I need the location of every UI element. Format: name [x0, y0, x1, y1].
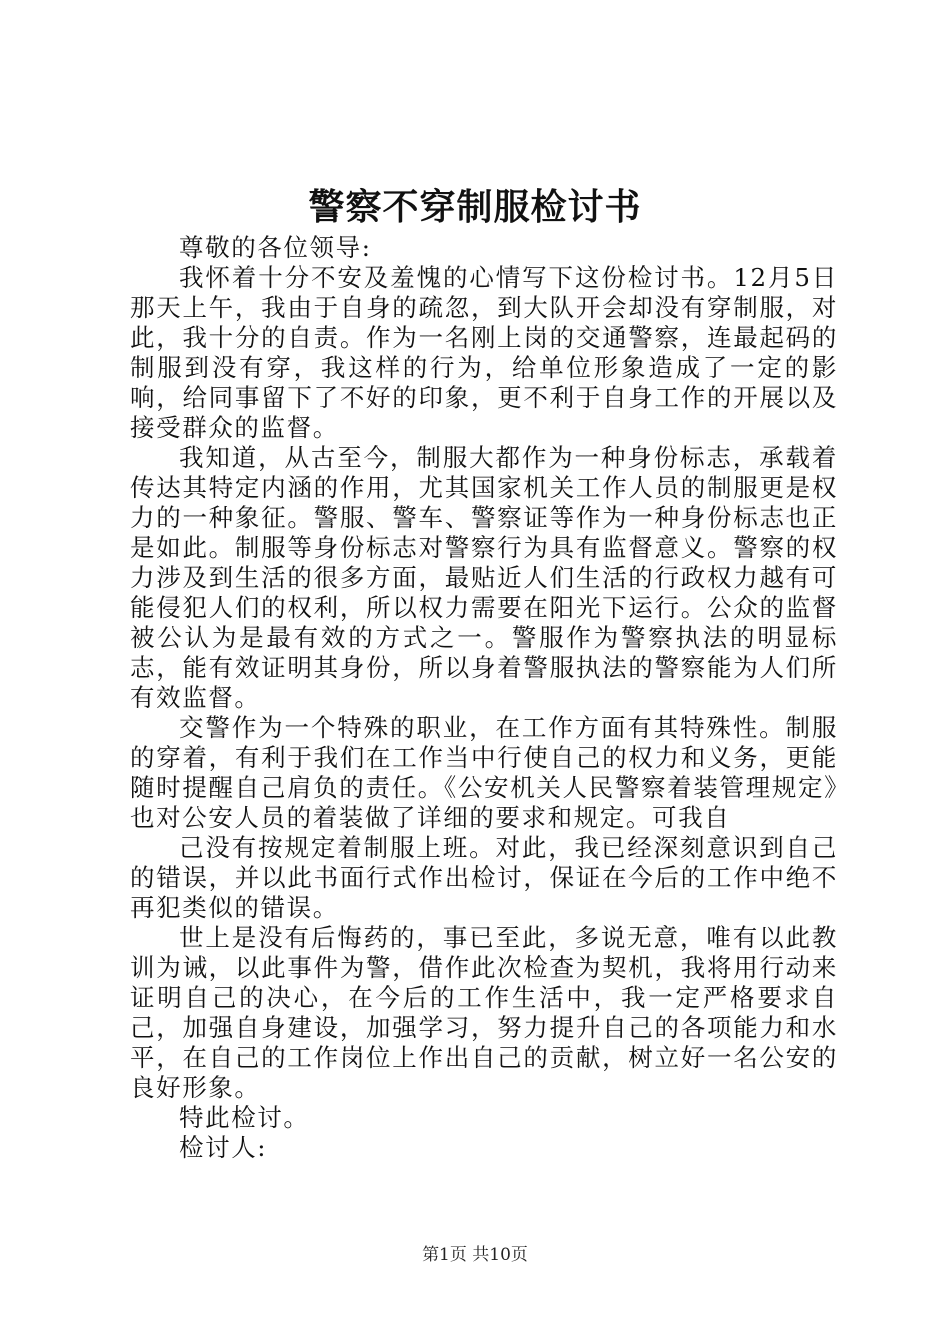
signature-label: 检讨人:	[179, 1133, 268, 1162]
body-paragraph-1: 我怀着十分不安及羞愧的心情写下这份检讨书。12月5日那天上午，我由于自身的疏忽，到大队开会却没有穿制服，对此，我十分的自责。作为一名刚上岗的交通警察，连最起码的制服到没有穿，我这样的行为，给单位形象造成了一定的影响，给同事留下了不好的印象，更不利于自身工作的开展以及接受群众的监督。	[130, 263, 838, 442]
salutation: 尊敬的各位领导:	[179, 233, 372, 262]
document-body	[130, 233, 838, 1163]
body-paragraph-4: 己没有按规定着制服上班。对此，我已经深刻意识到自己的错误，并以此书面行式作出检讨，保证在今后的工作中绝不再犯类似的错误。	[130, 833, 838, 922]
body-paragraph-3: 交警作为一个特殊的职业，在工作方面有其特殊性。制服的穿着，有利于我们在工作当中行使自己的权力和义务，更能随时提醒自己肩负的责任。《公安机关人民警察着装管理规定》也对公安人员的着装做了详细的要求和规定。可我自	[130, 713, 838, 832]
closing-line: 特此检讨。	[179, 1103, 310, 1132]
page-footer: 第1页 共10页	[422, 1245, 528, 1265]
document-title: 警察不穿制服检讨书	[308, 186, 642, 228]
body-paragraph-5: 世上是没有后悔药的，事已至此，多说无意，唯有以此教训为诫，以此事件为警，借作此次检查为契机，我将用行动来证明自己的决心，在今后的工作生活中，我一定严格要求自己，加强自身建设，加强学习，努力提升自己的各项能力和水平，在自己的工作岗位上作出自己的贡献，树立好一名公安的良好形象。	[130, 923, 838, 1102]
body-paragraph-2: 我知道，从古至今，制服大都作为一种身份标志，承载着传达其特定内涵的作用，尤其国家机关工作人员的制服更是权力的一种象征。警服、警车、警察证等作为一种身份标志也正是如此。制服等身份标志对警察行为具有监督意义。警察的权力涉及到生活的很多方面，最贴近人们生活的行政权力越有可能侵犯人们的权利，所以权力需要在阳光下运行。公众的监督被公认为是最有效的方式之一。警服作为警察执法的明显标志，能有效证明其身份，所以身着警服执法的警察能为人们所有效监督。	[130, 443, 838, 712]
